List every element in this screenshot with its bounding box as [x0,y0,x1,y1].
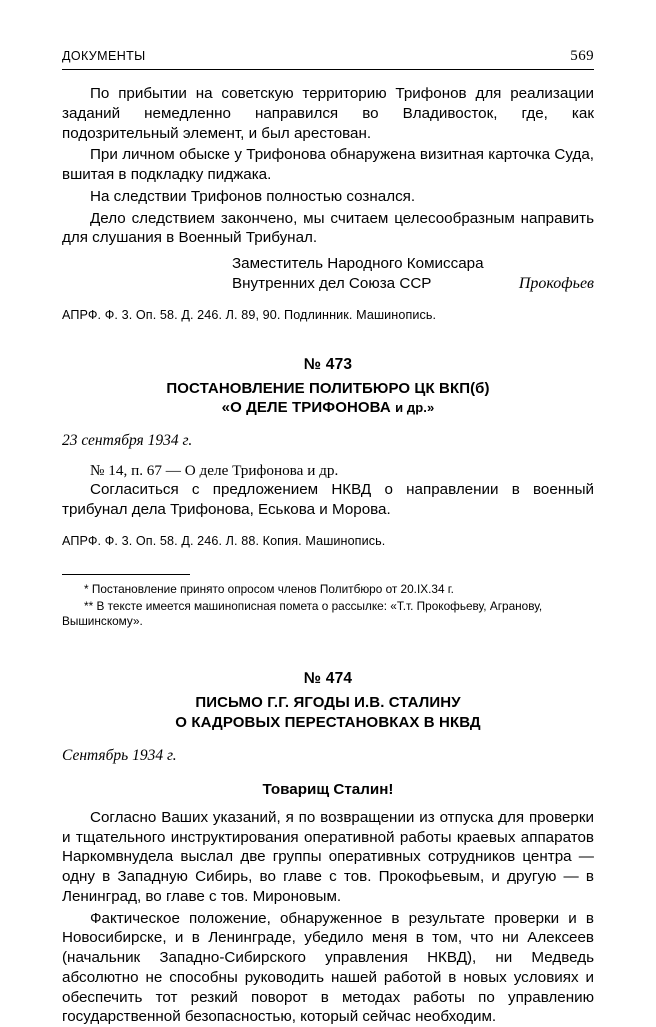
signature-line-1: Заместитель Народного Комиссара [232,255,484,272]
document-title-line-2-small: и др.» [395,400,435,416]
footnote-divider [62,574,190,575]
paragraph: Согласно Ваших указаний, я по возвращении из отпуска для проверки и тщательного инструктирования оперативной работы краевых аппаратов Наркомвнудела выслал две группы оперативных сотрудников центра — одну в Западную Сибирь, во главе с тов. Прокофьевым, и другую — в Ленинград, во главе с тов. Мироновым. [62,808,594,905]
document-474 [62,670,594,1027]
document-heading [62,356,594,451]
footnote-marker: ** [84,598,94,613]
signature-block [232,254,594,294]
document-title-line-2: О КАДРОВЫХ ПЕРЕСТАНОВКАХ В НКВД [175,714,481,732]
document-473 [62,356,594,548]
document-heading [62,670,594,765]
archive-reference: АПРФ. Ф. 3. Оп. 58. Д. 246. Л. 89, 90. Подлинник. Машинопись. [62,307,437,322]
running-head [62,48,594,70]
signature-line-2 [232,274,594,294]
footnote-text: В тексте имеется машинописная помета о рассылке: «Т.т. Прокофьеву, Агранову, Вышинскому». [62,598,543,629]
signature-name: Прокофьев [518,274,594,292]
protocol-item: № 14, п. 67 — О деле Трифонова и др. [90,462,339,480]
paragraph: По прибытии на советскую территорию Трифонов для реализации заданий немедленно направился во Владивосток, где, как подозрительный элемент, и был арестован. [62,85,594,142]
document-title [62,379,594,419]
footnote-text: Постановление принято опросом членов Политбюро от 20.IX.34 г. [91,581,454,596]
footnotes [62,582,594,631]
paragraph: Фактическое положение, обнаруженное в результате проверки и в Новосибирске, и в Ленинграде, убедило меня в том, что ни Алексеев (начальник Западно-Сибирского управления НКВД), ни Медведь абсолютно не способны руководить нашей работой в новых условиях и обеспечить тот резкий поворот в методах работы по управлению государственной безопасностью, который сейчас необходим. [62,909,594,1026]
document-title-line-1: ПИСЬМО Г.Г. ЯГОДЫ И.В. СТАЛИНУ [195,694,461,712]
page-number: 569 [570,48,594,64]
document-date: 23 сентября 1934 г. [62,432,193,450]
paragraph: При личном обыске у Трифонова обнаружена визитная карточка Суда, вшитая в подкладку пиджака. [62,146,594,183]
signature-line-2-text: Внутренних дел Союза ССР [232,274,432,292]
document-date: Сентябрь 1934 г. [62,746,177,764]
footnote-marker: * [84,581,89,596]
addressee: Товарищ Сталин! [262,780,394,798]
running-head-title: ДОКУМЕНТЫ [62,49,146,63]
document-number: № 473 [303,355,353,373]
footnote [62,582,594,598]
document-title-line-2-main: «О ДЕЛЕ ТРИФОНОВА [221,399,391,417]
paragraph: На следствии Трифонов полностью сознался. [90,187,416,205]
footnote [62,599,594,631]
document-title [62,693,594,733]
paragraph: Дело следствием закончено, мы считаем целесообразным направить для слушания в Военный Трибунал. [62,209,594,247]
document-number: № 474 [303,670,353,688]
resolution-text: Согласиться с предложением НКВД о направлении в военный трибунал дела Трифонова, Еськова и Морова. [62,481,594,518]
document-title-line-1: ПОСТАНОВЛЕНИЕ ПОЛИТБЮРО ЦК ВКП(б) [166,379,490,397]
document-title-line-2 [62,398,594,418]
archive-reference: АПРФ. Ф. 3. Оп. 58. Д. 246. Л. 88. Копия. Машинопись. [62,533,386,548]
document-472-tail [62,84,594,322]
